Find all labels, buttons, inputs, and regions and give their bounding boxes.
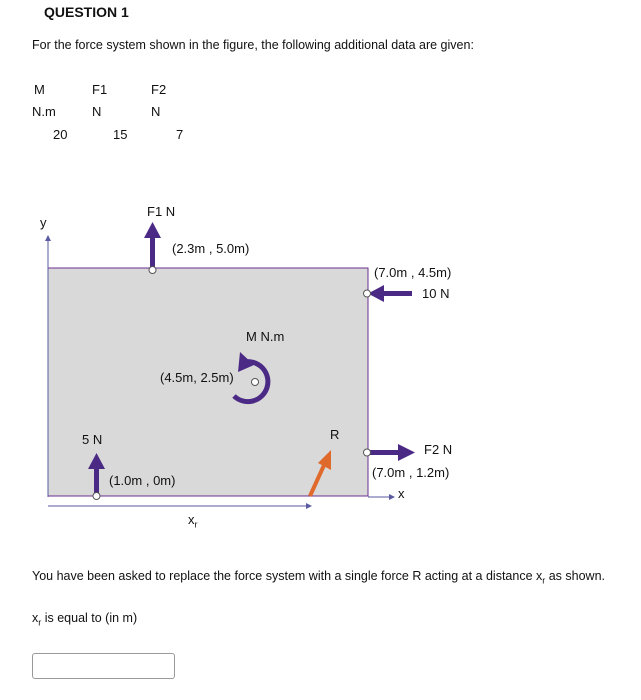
right-top-force-label: 10 N [422, 286, 450, 301]
result-label-main: x [32, 611, 39, 625]
xr-label-sub: r [194, 519, 198, 530]
f1-arrow [144, 222, 161, 274]
right-top-point: (7.0m , 4.5m) [374, 265, 452, 280]
moment-label: M N.m [246, 329, 285, 344]
moment-point: (4.5m, 2.5m) [160, 370, 234, 385]
left-point: (1.0m , 0m) [109, 473, 176, 488]
table-header-m: M [34, 82, 45, 97]
f2-label: F2 N [424, 442, 453, 457]
f1-point: (2.3m , 5.0m) [172, 241, 250, 256]
f1-label: F1 N [147, 204, 176, 219]
answer-input[interactable] [32, 653, 175, 679]
prompt-sub: r [542, 575, 546, 586]
table-value-m: 20 [53, 127, 68, 142]
table-unit-f2: N [151, 104, 161, 119]
f2-point: (7.0m , 1.2m) [372, 465, 450, 480]
table-unit-f1: N [92, 104, 102, 119]
table-header-f1: F1 [92, 82, 108, 97]
prompt-text: You have been asked to replace the force system with a single force R acting at a distance x [32, 569, 543, 583]
question-title: QUESTION 1 [44, 4, 129, 20]
result-label [32, 611, 137, 628]
table-value-f2: 7 [176, 127, 184, 142]
x-axis-label: x [398, 486, 405, 501]
table-value-f1: 15 [113, 127, 128, 142]
question-intro: For the force system shown in the figure, the following additional data are given: [32, 38, 474, 52]
y-axis-label: y [40, 215, 47, 230]
resultant-label: R [330, 427, 340, 442]
result-label-sub: r [38, 617, 42, 628]
xr-label [188, 512, 198, 530]
xr-label-main: x [188, 512, 195, 527]
table-unit-m: N.m [32, 104, 56, 119]
result-label-tail: is equal to (in m) [41, 611, 138, 625]
f2-arrow [364, 444, 416, 461]
table-header-f2: F2 [151, 82, 167, 97]
prompt-tail: as shown. [545, 569, 606, 583]
ten-n-arrow [364, 285, 413, 302]
question-prompt [32, 569, 605, 586]
left-force-label: 5 N [82, 432, 103, 447]
